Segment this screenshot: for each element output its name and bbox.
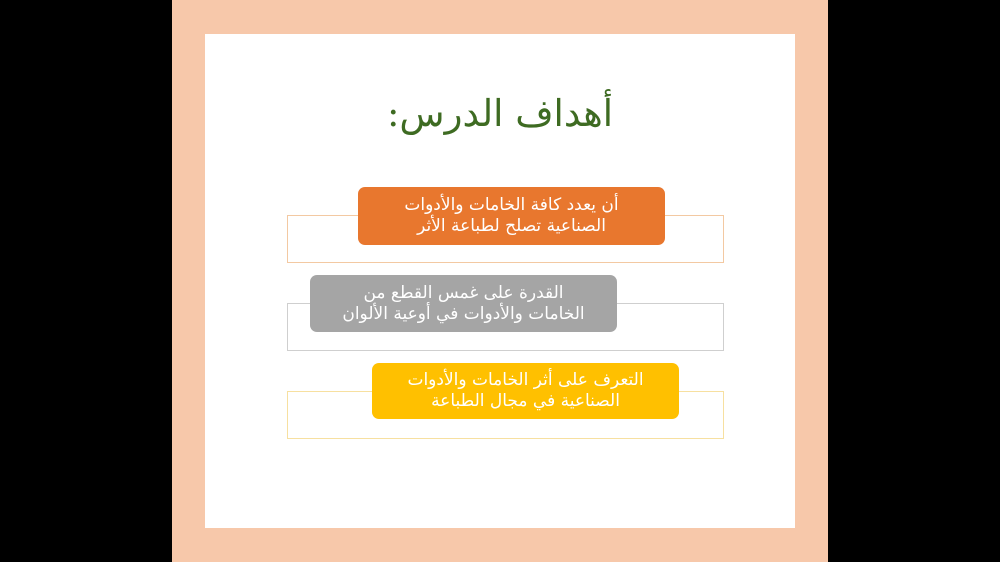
objective-label: التعرف على أثر الخامات والأدوات الصناعية في مجال الطباعة [372, 363, 679, 419]
slide-title: أهداف الدرس: [386, 92, 614, 135]
slide-content [205, 34, 795, 528]
objective-label: أن يعدد كافة الخامات والأدوات الصناعية تصلح لطباعة الأثر [358, 187, 665, 245]
slide-frame [172, 0, 828, 562]
objective-label: القدرة على غمس القطع من الخامات والأدوات في أوعية الألوان [310, 275, 617, 332]
